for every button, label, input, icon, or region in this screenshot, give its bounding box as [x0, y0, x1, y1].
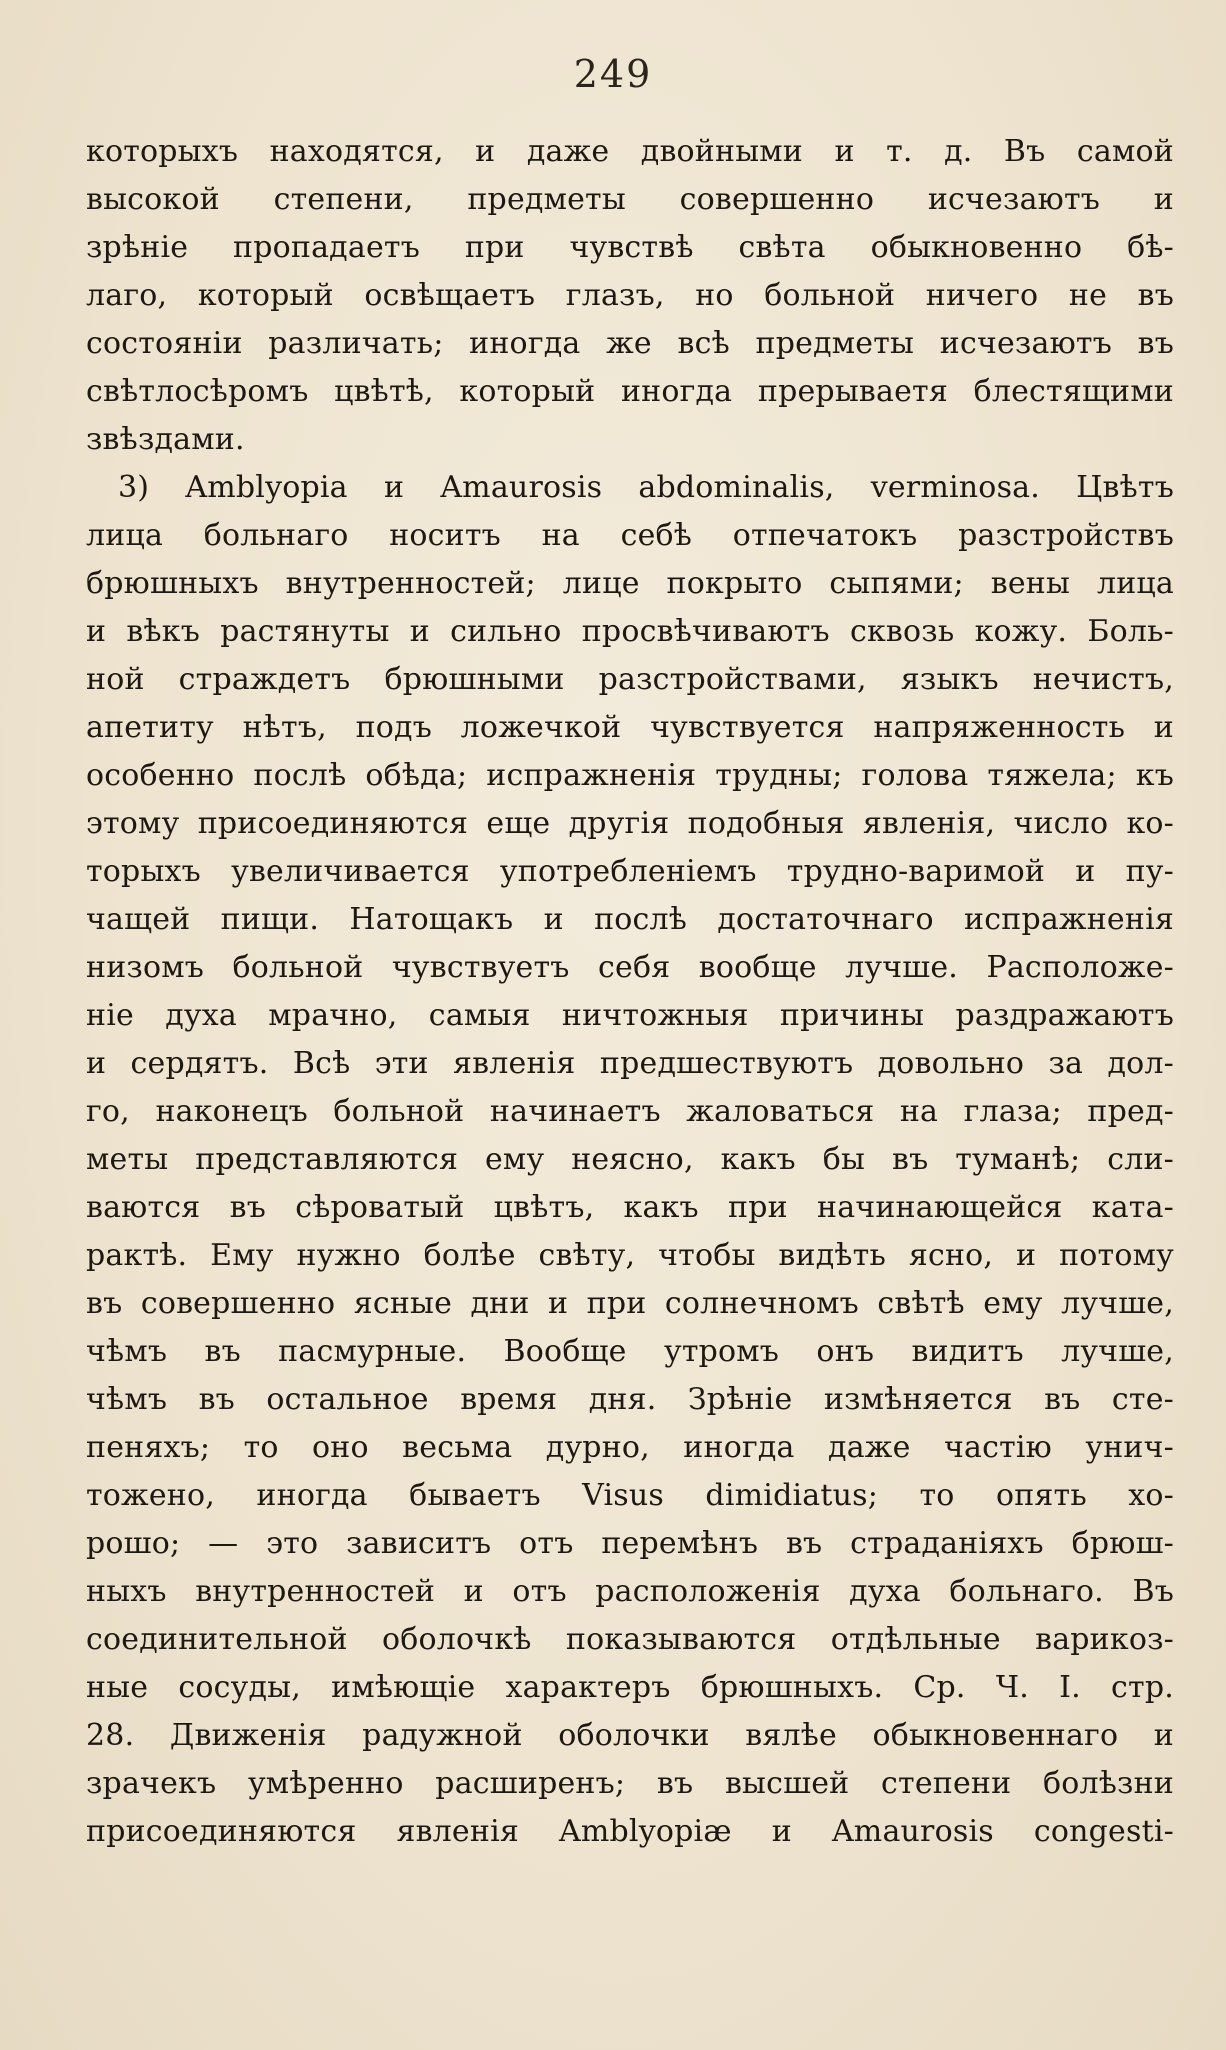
text-line: брюшныхъ внутренностей; лице покрыто сыпями; вены лица [86, 566, 1174, 601]
text-line: звѣздами. [86, 422, 245, 457]
section-heading-line: 3) Amblyopia и Amaurosis abdominalis, verminosa. Цвѣтъ [118, 470, 1174, 505]
text-line: пеняхъ; то оно весьма дурно, иногда даже частію унич- [86, 1430, 1174, 1465]
text-line: 28. Движенія радужной оболочки вялѣе обыкновеннаго и [86, 1718, 1174, 1753]
text-line: ваются въ сѣроватый цвѣтъ, какъ при начинающейся ката- [86, 1190, 1174, 1225]
text-line: которыхъ находятся, и даже двойными и т. д. Въ самой [86, 134, 1174, 169]
text-line: тожено, иногда бываетъ Visus dimidiatus; то опять хо- [86, 1478, 1174, 1513]
text-line: меты представляются ему неясно, какъ бы въ туманѣ; сли- [86, 1142, 1174, 1177]
text-line: зрѣніе пропадаетъ при чувствѣ свѣта обыкновенно бѣ- [86, 230, 1174, 265]
page-number: 249 [573, 52, 653, 96]
text-line: ной страждетъ брюшными разстройствами, языкъ нечистъ, [86, 662, 1174, 697]
text-line: въ совершенно ясные дни и при солнечномъ свѣтѣ ему лучше, [86, 1286, 1174, 1321]
text-line: го, наконецъ больной начинаетъ жаловаться на глаза; пред- [86, 1094, 1174, 1129]
text-line: соединительной оболочкѣ показываются отдѣльные варикоз- [86, 1622, 1174, 1657]
text-line: низомъ больной чувствуетъ себя вообще лучше. Расположе- [86, 950, 1174, 985]
text-line: состояніи различать; иногда же всѣ предметы исчезаютъ въ [86, 326, 1174, 361]
text-line: чѣмъ въ остальное время дня. Зрѣніе измѣняется въ сте- [86, 1382, 1174, 1417]
text-line: присоединяются явленія Amblyopiæ и Amaurosis congesti- [86, 1814, 1174, 1849]
text-line: высокой степени, предметы совершенно исчезаютъ и [86, 182, 1174, 217]
text-line: апетиту нѣтъ, подъ ложечкой чувствуется напряженность и [86, 710, 1174, 745]
text-line: свѣтлосѣромъ цвѣтѣ, который иногда прерываетя блестящими [86, 374, 1174, 409]
text-line: ныхъ внутренностей и отъ расположенія духа больнаго. Въ [86, 1574, 1174, 1609]
text-line: рошо; — это зависитъ отъ перемѣнъ въ страданіяхъ брюш- [86, 1526, 1174, 1561]
text-line: ніе духа мрачно, самыя ничтожныя причины раздражаютъ [86, 998, 1174, 1033]
text-line: торыхъ увеличивается употребленіемъ трудно-варимой и пу- [86, 854, 1174, 889]
text-line: чащей пищи. Натощакъ и послѣ достаточнаго испражненія [86, 902, 1174, 937]
text-line: лаго, который освѣщаетъ глазъ, но больной ничего не въ [86, 278, 1174, 313]
text-line: лица больнаго носитъ на себѣ отпечатокъ разстройствъ [86, 518, 1174, 553]
text-line: чѣмъ въ пасмурные. Вообще утромъ онъ видитъ лучше, [86, 1334, 1174, 1369]
text-line: рактѣ. Ему нужно болѣе свѣту, чтобы видѣть ясно, и потому [86, 1238, 1174, 1273]
text-line: ные сосуды, имѣющіе характеръ брюшныхъ. Ср. Ч. I. стр. [86, 1670, 1174, 1705]
text-line: особенно послѣ обѣда; испражненія трудны; голова тяжела; къ [86, 758, 1174, 793]
text-line: и вѣкъ растянуты и сильно просвѣчиваютъ сквозь кожу. Боль- [86, 614, 1174, 649]
text-line: зрачекъ умѣренно расширенъ; въ высшей степени болѣзни [86, 1766, 1174, 1801]
text-line: и сердятъ. Всѣ эти явленія предшествуютъ довольно за дол- [86, 1046, 1174, 1081]
body-text [86, 128, 1174, 1856]
text-line: этому присоединяются еще другія подобныя явленія, число ко- [86, 806, 1174, 841]
